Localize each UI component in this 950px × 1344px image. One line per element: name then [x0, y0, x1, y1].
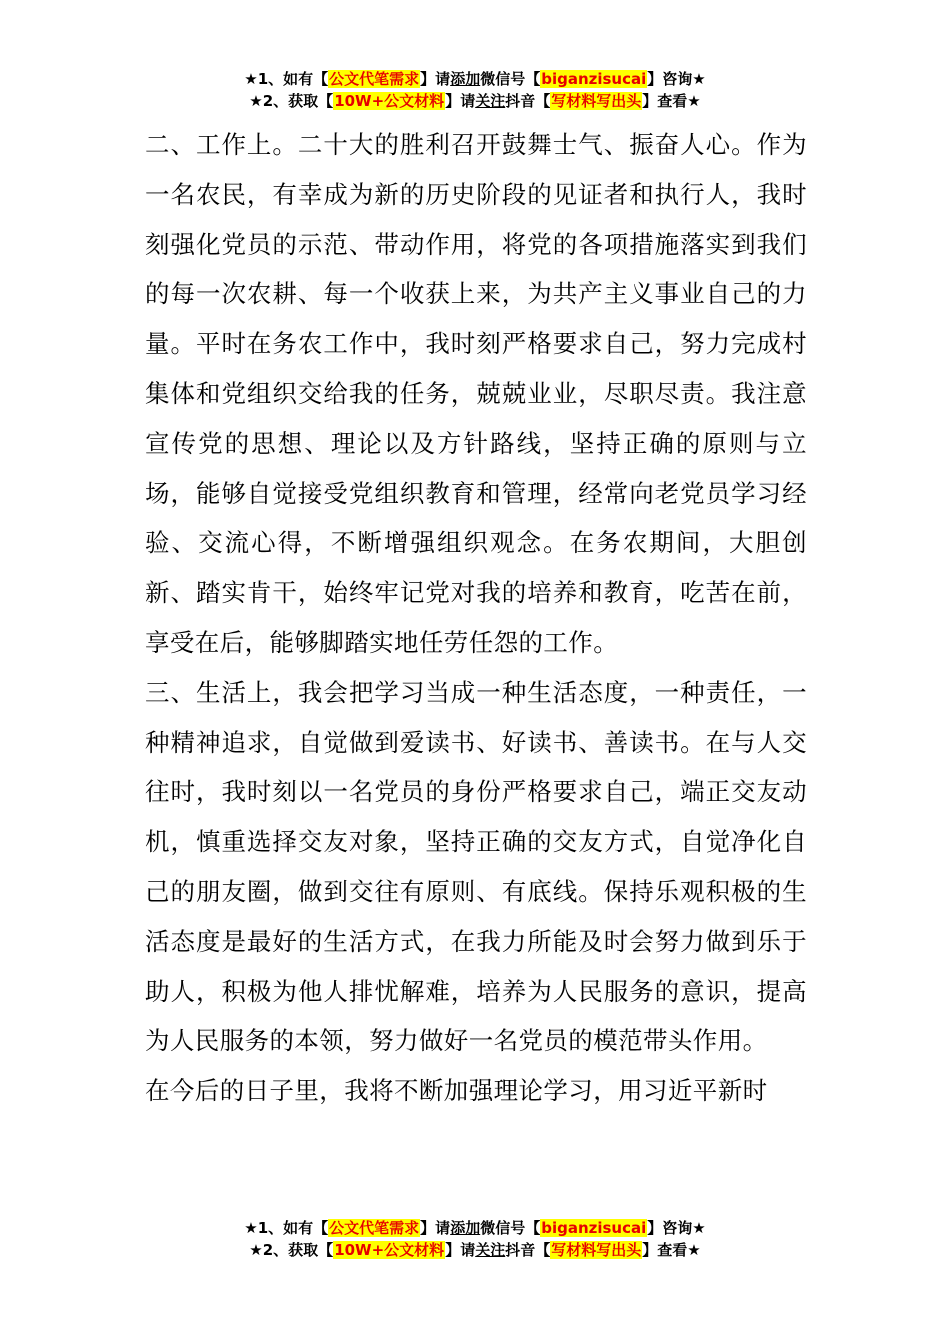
banner-line-2: ★2、获取【10W+公文材料】请关注抖音【写材料写出头】查看★: [249, 92, 701, 110]
paragraph-life: 三、生活上，我会把学习当成一种生活态度，一种责任，一种精神追求，自觉做到爱读书、好读书、善读书。在与人交往时，我时刻以一名党员的身份严格要求自己，端正交友动机，慎重选择交友对象，坚持正确的交友方式，自觉净化自己的朋友圈，做到交往有原则、有底线。保持乐观积极的生活态度是最好的生活方式，在我力所能及时会努力做到乐于助人，积极为他人排忧解难，培养为人民服务的意识，提高为人民服务的本领，努力做好一名党员的模范带头作用。: [145, 677, 807, 1056]
paragraph-work: 二、工作上。二十大的胜利召开鼓舞士气、振奋人心。作为一名农民，有幸成为新的历史阶段的见证者和执行人，我时刻强化党员的示范、带动作用，将党的各项措施落实到我们的每一次农耕、每一个收获上来，为共产主义事业自己的力量。平时在务农工作中，我时刻严格要求自己，努力完成村集体和党组织交给我的任务，兢兢业业，尽职尽责。我注意宣传党的思想、理论以及方针路线，坚持正确的原则与立场，能够自觉接受党组织教育和管理，经常向老党员学习经验、交流心得，不断增强组织观念。在务农期间，大胆创新、踏实肯干，始终牢记党对我的培养和教育，吃苦在前，享受在后，能够脚踏实地任劳任怨的工作。: [145, 130, 807, 657]
footer-banner: [0, 1217, 950, 1261]
banner-highlight: 公文代笔需求: [329, 1219, 420, 1237]
banner-highlight: 10W+公文材料: [334, 1241, 445, 1259]
banner-highlight: 公文代笔需求: [329, 70, 420, 88]
banner-line-1: ★1、如有【公文代笔需求】请添加微信号【biganzisucai】咨询★: [244, 70, 706, 88]
header-banner: [0, 68, 950, 112]
wechat-id-highlight: biganzisucai: [541, 70, 647, 88]
paragraph-future: 在今后的日子里，我将不断加强理论学习，用习近平新时: [145, 1076, 768, 1106]
banner-highlight: 10W+公文材料: [334, 92, 445, 110]
douyin-highlight: 写材料写出头: [551, 92, 642, 110]
document-body: [145, 120, 807, 1116]
douyin-highlight: 写材料写出头: [551, 1241, 642, 1259]
wechat-id-highlight: biganzisucai: [541, 1219, 647, 1237]
banner-line-1: ★1、如有【公文代笔需求】请添加微信号【biganzisucai】咨询★: [244, 1219, 706, 1237]
banner-line-2: ★2、获取【10W+公文材料】请关注抖音【写材料写出头】查看★: [249, 1241, 701, 1259]
